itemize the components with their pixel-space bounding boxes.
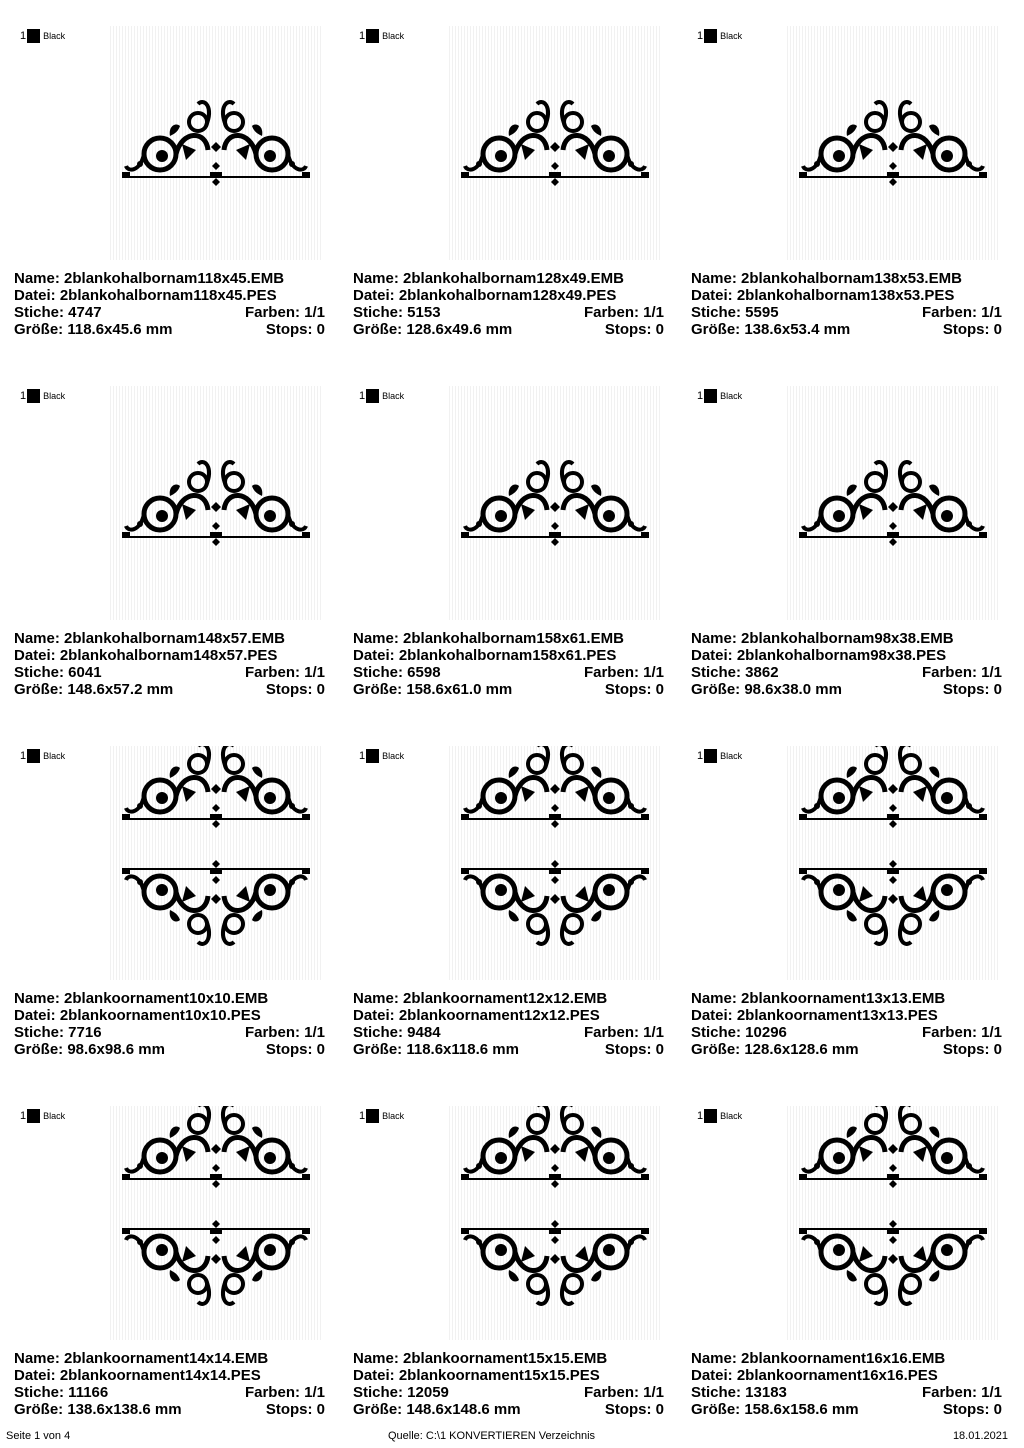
thread-name: Black [382,1111,405,1121]
size-row [691,321,1002,338]
design-size: Größe: 98.6x38.0 mm [691,681,842,698]
ornament-icon [110,746,322,980]
color-swatch-icon [27,1109,40,1123]
design-card [0,1080,338,1440]
design-info [353,990,664,1058]
thread-number: 1 [697,750,704,762]
size-row [14,321,325,338]
ornament-icon [787,386,999,620]
design-name: Name: 2blankoornament16x16.EMB [691,1350,946,1367]
design-size: Größe: 128.6x49.6 mm [353,321,513,338]
thread-name: Black [720,1111,743,1121]
embroidery-preview [110,386,322,620]
stitch-row [353,1024,664,1041]
ornament-icon [449,1106,661,1340]
design-name: Name: 2blankohalbornam118x45.EMB [14,270,285,287]
color-swatch-icon [704,749,717,763]
stitch-count: Stiche: 12059 [353,1384,449,1401]
ornament-icon [449,386,661,620]
stitch-count: Stiche: 3862 [691,664,779,681]
design-name: Name: 2blankoornament13x13.EMB [691,990,946,1007]
design-card [339,0,677,360]
design-info [691,270,1002,338]
design-size: Größe: 118.6x118.6 mm [353,1041,519,1058]
stitch-count: Stiche: 4747 [14,304,102,321]
stop-count: Stops: 0 [265,681,325,698]
ornament-icon [449,26,661,260]
design-size: Größe: 138.6x53.4 mm [691,321,851,338]
design-size: Größe: 128.6x128.6 mm [691,1041,859,1058]
design-name: Name: 2blankoornament15x15.EMB [353,1350,608,1367]
stop-count: Stops: 0 [604,681,664,698]
design-card [339,1080,677,1440]
stop-count: Stops: 0 [604,321,664,338]
stitch-count: Stiche: 6598 [353,664,441,681]
design-info [353,270,664,338]
design-file: Datei: 2blankoornament14x14.PES [14,1367,261,1384]
stitch-row [353,664,664,681]
thread-number: 1 [697,390,704,402]
design-file: Datei: 2blankoornament13x13.PES [691,1007,938,1024]
design-size: Größe: 148.6x57.2 mm [14,681,174,698]
stitch-count: Stiche: 7716 [14,1024,102,1041]
stop-count: Stops: 0 [942,1401,1002,1418]
color-swatch-icon [27,749,40,763]
design-info [14,1350,325,1418]
ornament-icon [110,1106,322,1340]
color-swatch-icon [366,29,379,43]
design-name: Name: 2blankohalbornam158x61.EMB [353,630,624,647]
design-file: Datei: 2blankohalbornam138x53.PES [691,287,955,304]
design-size: Größe: 118.6x45.6 mm [14,321,173,338]
print-date: 18.01.2021 [952,1430,1008,1442]
ornament-icon [110,386,322,620]
color-swatch-icon [704,389,717,403]
size-row [14,1041,325,1058]
embroidery-preview [449,746,661,980]
color-count: Farben: 1/1 [583,1024,664,1041]
thread-swatch [20,748,65,764]
design-size: Größe: 98.6x98.6 mm [14,1041,165,1058]
thread-name: Black [43,751,66,761]
design-card [339,360,677,720]
stitch-count: Stiche: 11166 [14,1384,109,1401]
color-swatch-icon [704,1109,717,1123]
page-number: Seite 1 von 4 [6,1430,71,1442]
thread-swatch [697,388,742,404]
stop-count: Stops: 0 [265,1041,325,1058]
embroidery-preview [449,26,661,260]
color-count: Farben: 1/1 [921,1024,1002,1041]
size-row [14,1401,325,1418]
thread-number: 1 [20,390,27,402]
color-count: Farben: 1/1 [583,664,664,681]
thread-name: Black [720,31,743,41]
thread-swatch [20,388,65,404]
thread-name: Black [382,391,405,401]
design-name: Name: 2blankohalbornam148x57.EMB [14,630,285,647]
design-card [339,720,677,1080]
stitch-row [691,1384,1002,1401]
size-row [353,1041,664,1058]
design-size: Größe: 158.6x61.0 mm [353,681,513,698]
stop-count: Stops: 0 [265,321,325,338]
design-name: Name: 2blankohalbornam138x53.EMB [691,270,962,287]
embroidery-preview [787,746,999,980]
embroidery-preview [110,26,322,260]
size-row [353,321,664,338]
thread-swatch [359,748,404,764]
size-row [353,681,664,698]
stitch-row [353,1384,664,1401]
thread-swatch [20,28,65,44]
thread-number: 1 [20,30,27,42]
color-count: Farben: 1/1 [583,304,664,321]
thread-swatch [20,1108,65,1124]
embroidery-preview [787,386,999,620]
thread-number: 1 [697,1110,704,1122]
stitch-row [14,1024,325,1041]
stop-count: Stops: 0 [265,1401,325,1418]
embroidery-preview [449,1106,661,1340]
design-info [691,630,1002,698]
stitch-count: Stiche: 10296 [691,1024,787,1041]
design-info [14,630,325,698]
design-file: Datei: 2blankohalbornam98x38.PES [691,647,947,664]
color-count: Farben: 1/1 [921,1384,1002,1401]
thread-swatch [359,28,404,44]
color-swatch-icon [366,389,379,403]
thread-name: Black [43,1111,66,1121]
stop-count: Stops: 0 [942,681,1002,698]
thread-name: Black [720,391,743,401]
design-file: Datei: 2blankoornament16x16.PES [691,1367,938,1384]
size-row [353,1401,664,1418]
thread-number: 1 [20,1110,27,1122]
thread-number: 1 [359,390,366,402]
thread-name: Black [43,391,66,401]
stitch-count: Stiche: 6041 [14,664,102,681]
stop-count: Stops: 0 [942,321,1002,338]
stitch-row [691,664,1002,681]
color-count: Farben: 1/1 [244,304,325,321]
design-size: Größe: 158.6x158.6 mm [691,1401,859,1418]
design-size: Größe: 138.6x138.6 mm [14,1401,182,1418]
color-swatch-icon [27,29,40,43]
embroidery-preview [449,386,661,620]
stop-count: Stops: 0 [604,1041,664,1058]
stitch-row [691,304,1002,321]
design-file: Datei: 2blankohalbornam158x61.PES [353,647,617,664]
thread-number: 1 [359,30,366,42]
stitch-count: Stiche: 5153 [353,304,441,321]
design-name: Name: 2blankoornament10x10.EMB [14,990,269,1007]
page-footer [0,1428,1024,1446]
thread-number: 1 [697,30,704,42]
design-card [0,360,338,720]
design-name: Name: 2blankohalbornam98x38.EMB [691,630,954,647]
design-file: Datei: 2blankoornament10x10.PES [14,1007,261,1024]
design-file: Datei: 2blankohalbornam128x49.PES [353,287,617,304]
color-swatch-icon [704,29,717,43]
embroidery-preview [787,26,999,260]
ornament-icon [787,1106,999,1340]
design-size: Größe: 148.6x148.6 mm [353,1401,521,1418]
embroidery-preview [787,1106,999,1340]
color-count: Farben: 1/1 [921,304,1002,321]
source-path: Quelle: C:\1 KONVERTIEREN Verzeichnis [388,1430,596,1442]
design-info [353,630,664,698]
design-name: Name: 2blankohalbornam128x49.EMB [353,270,624,287]
design-file: Datei: 2blankohalbornam148x57.PES [14,647,278,664]
stop-count: Stops: 0 [942,1041,1002,1058]
color-count: Farben: 1/1 [244,1384,325,1401]
design-name: Name: 2blankoornament14x14.EMB [14,1350,269,1367]
color-count: Farben: 1/1 [244,1024,325,1041]
thread-swatch [359,1108,404,1124]
thread-swatch [697,1108,742,1124]
design-file: Datei: 2blankoornament15x15.PES [353,1367,600,1384]
stitch-row [691,1024,1002,1041]
design-info [691,1350,1002,1418]
stitch-count: Stiche: 5595 [691,304,779,321]
ornament-icon [110,26,322,260]
size-row [691,681,1002,698]
thread-number: 1 [359,1110,366,1122]
design-card [677,720,1015,1080]
color-count: Farben: 1/1 [583,1384,664,1401]
ornament-icon [787,746,999,980]
design-card [677,1080,1015,1440]
embroidery-preview [110,746,322,980]
thread-number: 1 [359,750,366,762]
design-info [691,990,1002,1058]
thread-swatch [359,388,404,404]
thread-name: Black [43,31,66,41]
color-count: Farben: 1/1 [921,664,1002,681]
thread-name: Black [382,31,405,41]
stop-count: Stops: 0 [604,1401,664,1418]
thread-name: Black [720,751,743,761]
stitch-row [14,664,325,681]
design-info [353,1350,664,1418]
stitch-row [14,304,325,321]
ornament-icon [449,746,661,980]
stitch-row [14,1384,325,1401]
stitch-row [353,304,664,321]
design-card [0,720,338,1080]
size-row [14,681,325,698]
size-row [691,1401,1002,1418]
design-card [0,0,338,360]
thread-swatch [697,748,742,764]
design-file: Datei: 2blankoornament12x12.PES [353,1007,600,1024]
embroidery-preview [110,1106,322,1340]
design-info [14,990,325,1058]
design-name: Name: 2blankoornament12x12.EMB [353,990,608,1007]
design-info [14,270,325,338]
size-row [691,1041,1002,1058]
stitch-count: Stiche: 9484 [353,1024,441,1041]
thread-swatch [697,28,742,44]
design-file: Datei: 2blankohalbornam118x45.PES [14,287,277,304]
color-swatch-icon [366,1109,379,1123]
design-card [677,360,1015,720]
design-card [677,0,1015,360]
color-swatch-icon [27,389,40,403]
thread-number: 1 [20,750,27,762]
color-swatch-icon [366,749,379,763]
ornament-icon [787,26,999,260]
color-count: Farben: 1/1 [244,664,325,681]
stitch-count: Stiche: 13183 [691,1384,787,1401]
thread-name: Black [382,751,405,761]
